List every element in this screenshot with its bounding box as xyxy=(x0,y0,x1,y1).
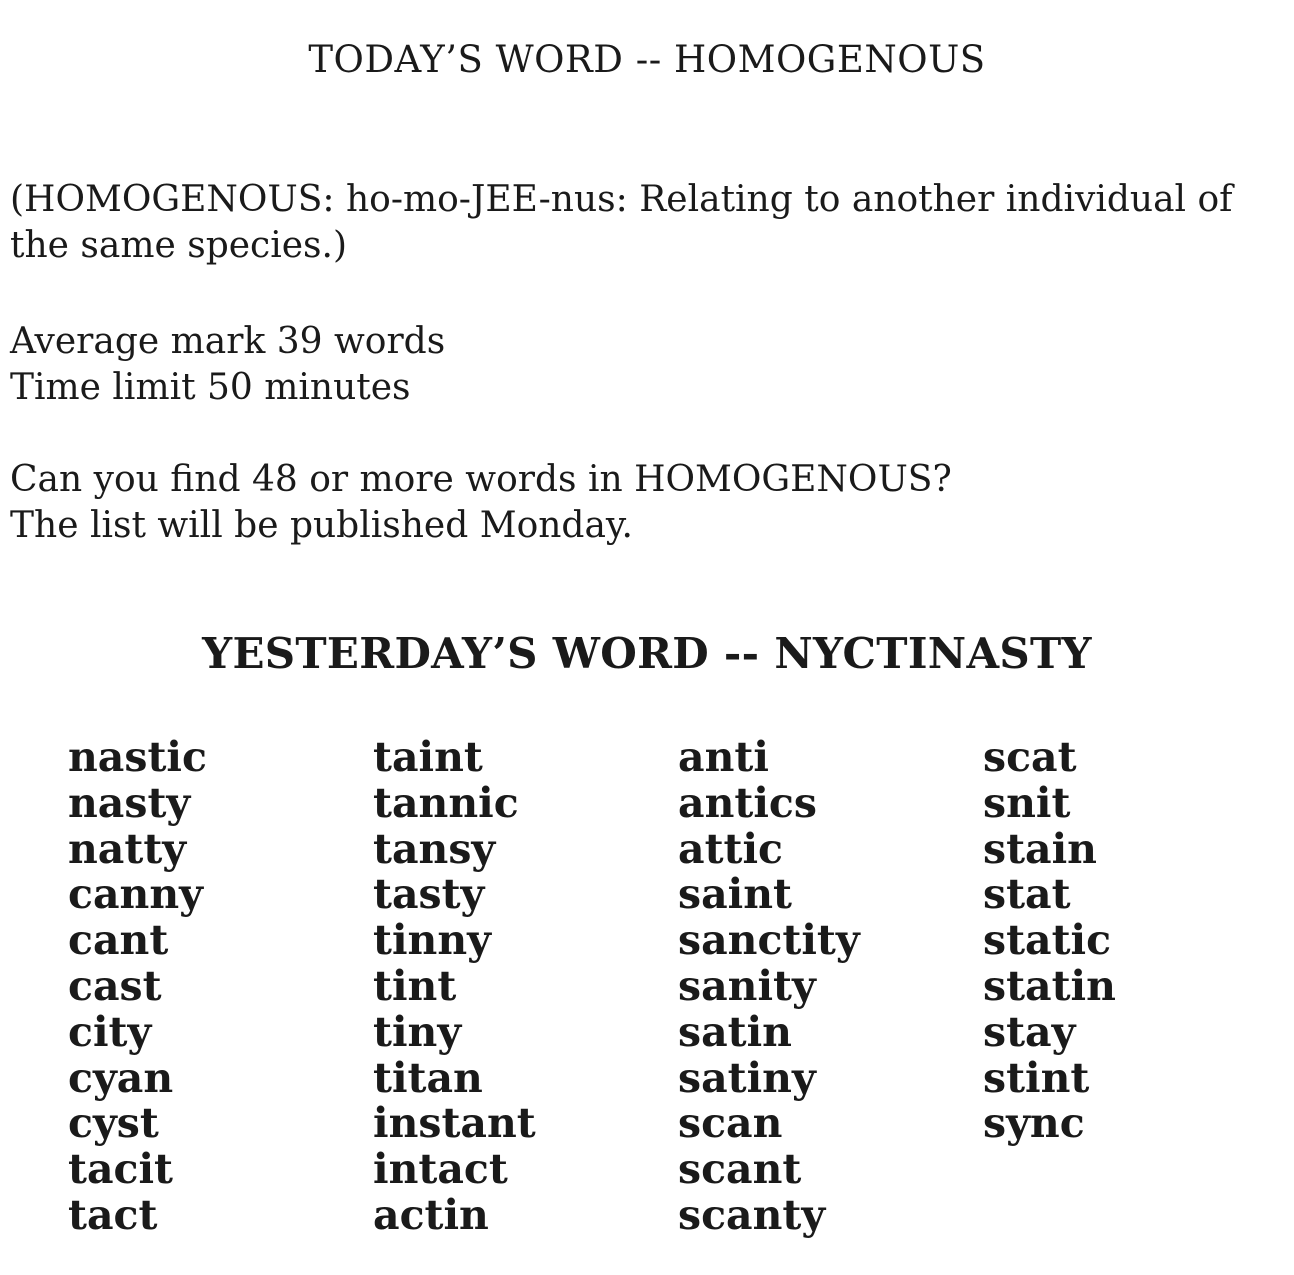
answer-word: stint xyxy=(983,1053,1090,1102)
answer-word: nasty xyxy=(68,778,191,827)
answer-word: taint xyxy=(373,733,483,781)
word-column xyxy=(678,735,983,1239)
average-mark: Average mark 39 words xyxy=(10,321,446,362)
challenge-question: Can you find 48 or more words in HOMOGENOUS? xyxy=(10,459,952,500)
answer-word: satin xyxy=(678,1007,792,1056)
answer-word: tasty xyxy=(373,870,485,919)
answer-word: antics xyxy=(678,778,817,827)
answer-word: stay xyxy=(983,1007,1076,1056)
answer-word: tannic xyxy=(373,778,519,827)
word-column xyxy=(983,735,1288,1239)
answer-word: sanctity xyxy=(678,916,860,965)
answer-word: intact xyxy=(373,1145,508,1194)
answer-word: tint xyxy=(373,961,457,1010)
puzzle-stats xyxy=(10,319,445,411)
answer-word: cyst xyxy=(68,1099,159,1148)
word-column xyxy=(373,735,678,1239)
answer-word: tinny xyxy=(373,916,491,965)
time-limit: Time limit 50 minutes xyxy=(10,367,411,408)
answer-word: anti xyxy=(678,733,769,781)
answer-word: satiny xyxy=(678,1053,816,1102)
answer-word: stat xyxy=(983,870,1071,919)
publish-note: The list will be published Monday. xyxy=(10,505,633,546)
answer-word: cast xyxy=(68,961,162,1010)
answer-word: static xyxy=(983,916,1112,965)
answer-word: tacit xyxy=(68,1145,173,1194)
todays-word-title: TODAY’S WORD -- HOMOGENOUS xyxy=(308,38,986,81)
answer-word: sync xyxy=(983,1099,1085,1148)
answer-word: city xyxy=(68,1007,152,1056)
answer-word: attic xyxy=(678,824,783,873)
answer-word: nastic xyxy=(68,733,207,781)
answer-word: sanity xyxy=(678,961,816,1010)
answer-word: scant xyxy=(678,1145,802,1194)
answer-word: tact xyxy=(68,1190,158,1239)
challenge-text xyxy=(10,457,952,549)
answer-word: cyan xyxy=(68,1053,174,1102)
answer-word: tiny xyxy=(373,1007,462,1056)
answer-word: titan xyxy=(373,1053,483,1102)
answer-word: actin xyxy=(373,1190,489,1239)
word-definition: (HOMOGENOUS: ho-mo-JEE-nus: Relating to another individual of the same species.) xyxy=(10,179,1233,266)
answer-word: tansy xyxy=(373,824,496,873)
answer-word: cant xyxy=(68,916,169,965)
yesterdays-word-title: YESTERDAY’S WORD -- NYCTINASTY xyxy=(202,629,1092,678)
word-column xyxy=(68,735,373,1239)
answer-word: snit xyxy=(983,778,1071,827)
answer-word: canny xyxy=(68,870,203,919)
answer-word: instant xyxy=(373,1099,536,1148)
answer-word: scan xyxy=(678,1099,783,1148)
answer-word-list xyxy=(68,735,1288,1239)
answer-word: saint xyxy=(678,870,792,919)
answer-word: stain xyxy=(983,824,1097,873)
answer-word: scat xyxy=(983,733,1077,781)
answer-word: natty xyxy=(68,824,187,873)
answer-word: statin xyxy=(983,961,1116,1010)
answer-word: scanty xyxy=(678,1190,826,1239)
